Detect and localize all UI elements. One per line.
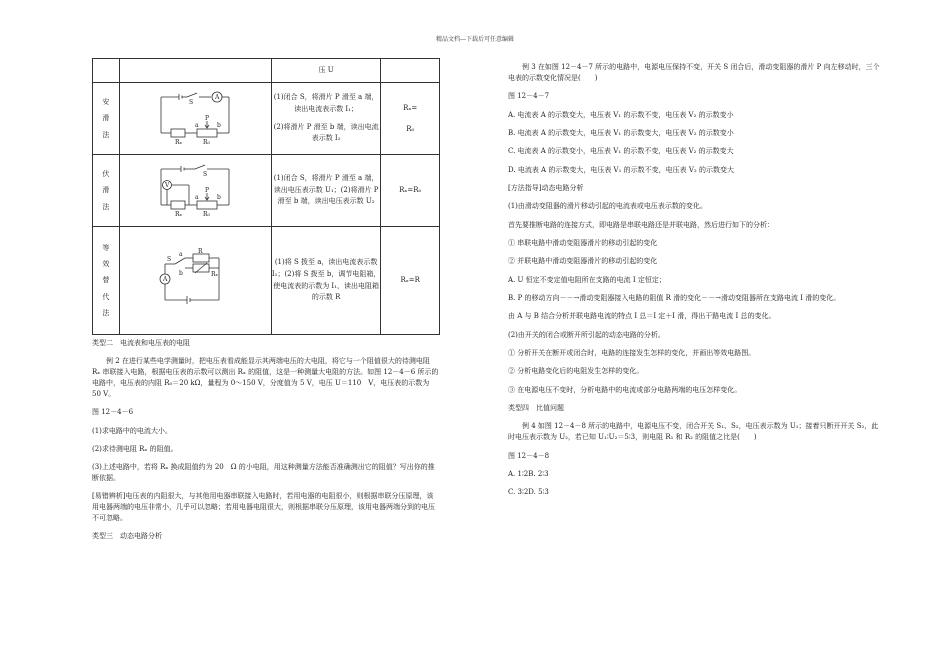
method-label: 等 效 替 代 法 — [93, 227, 120, 335]
section-heading: 类型四 比值问题 — [508, 404, 564, 413]
method-label: 安 滑 法 — [93, 83, 120, 155]
circuit-diagram — [119, 155, 271, 227]
svg-text:R₀: R₀ — [203, 138, 211, 145]
svg-text:V: V — [165, 181, 170, 189]
svg-text:Rₓ: Rₓ — [211, 270, 219, 278]
section-heading: 类型三 动态电路分析 — [92, 532, 162, 541]
option-item: C. 电流表 A 的示数变小，电压表 V₁ 的示数不变，电压表 V₂ 的示数变大 — [508, 147, 734, 156]
option-item: C. 3∶2D. 5∶3 — [508, 488, 549, 497]
section-heading: 类型二 电流表和电压表的电阻 — [92, 339, 190, 347]
left-column — [92, 58, 440, 550]
list-item: ② 分析电路变化后的电阻发生怎样的变化。 — [508, 367, 644, 376]
svg-text:Rₓ: Rₓ — [175, 210, 183, 217]
svg-text:A: A — [163, 275, 168, 283]
option-item: B. 电流表 A 的示数变大，电压表 V₁ 的示数变大，电压表 V₂ 的示数变小 — [508, 128, 734, 137]
svg-text:S: S — [203, 170, 208, 178]
result-formula: Rₓ=R₀ — [381, 155, 440, 227]
list-item: A. U 恒定不变定值电阻所在支路的电流 I 定恒定； — [508, 275, 666, 284]
svg-text:R: R — [198, 247, 203, 255]
list-item: ① 分析开关在断开或闭合时，电路的连接发生怎样的变化，并画出等效电路图。 — [508, 349, 756, 357]
circuit-substitution — [155, 248, 235, 310]
method-heading: [方法指导]动态电路分析 — [508, 183, 584, 192]
svg-text:S: S — [189, 98, 194, 106]
circuit-diagram — [119, 227, 271, 335]
tip-paragraph: [易错辨析]电压表的内阻很大，与其他用电器串联接入电路时，若用电器的电阻很小，则根据串联分压原理，该用电器两端的电压非常小，几乎可以忽略；若用电器电阻很大，则根据串联分压原理，该用电器两端分到的电压不可忽略。 — [92, 492, 435, 523]
page-header: 精品文档---下载后可任意编辑 — [435, 36, 515, 43]
figure-caption: 图 12－4－7 — [508, 92, 550, 101]
figure-caption: 图 12－4－8 — [508, 451, 550, 460]
list-item: B. P 的移动方向－－→滑动变阻器接入电路的阻值 R 滑的变化－－→滑动变阻器所在支路电流 I 滑的变化。 — [508, 293, 841, 302]
result-formula: Rₓ=R — [381, 227, 440, 335]
question-item: (1)求电路中的电流大小。 — [92, 426, 172, 435]
table-row — [93, 155, 440, 227]
circuit-ammeter-rheostat — [155, 89, 235, 145]
list-item: ② 并联电路中滑动变阻器滑片的移动引起的变化 — [508, 257, 658, 266]
list-item: ① 串联电路中滑动变阻器滑片的移动引起的变化 — [508, 238, 658, 247]
right-column — [508, 62, 883, 506]
procedure-steps: (1)将 S 拨至 a，读出电流表示数 I₁；(2)将 S 拨至 b，调节电阻箱，使电流表的示数为 I₁，读出电阻箱的示数 R — [271, 227, 381, 335]
table-row — [93, 227, 440, 335]
svg-text:b: b — [179, 269, 184, 277]
table-header-blank — [119, 59, 271, 83]
list-item: ③ 在电源电压不变时，分析电路中的电流或部分电路两端的电压怎样变化。 — [508, 385, 742, 394]
procedure-steps: (1)闭合 S，将滑片 P 滑至 a 端，读出电压表示数 U₁；(2)将滑片 P 滑至 b 端，读出电压表示数 U₂ — [271, 155, 381, 227]
paragraph: 例 4 如图 12－4－8 所示的电路中，电源电压不变，闭合开关 S₁、S₂，电压表示数为 U₁；接着只断开开关 S₂，此时电压表示数为 U₂，若已知 U₁∶U₂＝5∶3，则电阻 R₁ 和 R₂ 的阻值之比是( ) — [508, 422, 879, 442]
method-table — [92, 58, 440, 335]
svg-text:P: P — [205, 186, 210, 194]
svg-text:b: b — [217, 193, 222, 201]
svg-text:b: b — [217, 121, 222, 129]
circuit-voltmeter-rheostat — [155, 161, 235, 217]
paragraph: 首先要推断电路的连接方式，即电路是串联电路还是并联电路，然后进行如下的分析： — [508, 220, 774, 229]
svg-text:a: a — [179, 250, 183, 258]
method-label: 伏 滑 法 — [93, 155, 120, 227]
svg-text:P: P — [205, 114, 210, 122]
svg-text:a: a — [195, 121, 199, 129]
option-item: D. 电流表 A 的示数变大，电压表 V₁ 的示数不变，电压表 V₂ 的示数变大 — [508, 165, 734, 174]
svg-text:a: a — [195, 193, 199, 201]
svg-text:S: S — [167, 255, 172, 263]
table-header-blank — [381, 59, 440, 83]
table-header-cell: 压 U — [271, 59, 381, 83]
paragraph: 例 2 在进行某些电学测量时，把电压表看成能显示其两端电压的大电阻，将它与一个阻值很大的待测电阻 Rₓ 串联接入电路，根据电压表的示数可以测出 Rₓ 的阻值，这是一种测量大电阻的方法。如图 12－4－6 所示的电路中，电压表的内阻 R₀＝20 kΩ，量程为 0～150 V，分度值为 5 V，电压 U＝110 V，电压表的示数为 50 V。 — [92, 357, 439, 398]
result-formula: Rₓ= R₀ — [381, 83, 440, 155]
paragraph: (1)由滑动变阻器的滑片移动引起的电流表或电压表示数的变化。 — [508, 202, 707, 211]
option-item: A. 电流表 A 的示数变大，电压表 V₁ 的示数不变，电压表 V₂ 的示数变小 — [508, 110, 734, 119]
paragraph: 例 3 在如图 12－4－7 所示的电路中，电源电压保持不变，开关 S 闭合后，滑动变阻器的滑片 P 向左移动时，三个电表的示数变化情况是( ) — [508, 63, 880, 82]
option-item: A. 1∶2B. 2∶3 — [508, 469, 549, 478]
figure-caption: 图 12－4－6 — [92, 408, 134, 417]
svg-text:Rₓ: Rₓ — [175, 138, 183, 145]
paragraph: (2)由开关的闭合或断开所引起的动态电路的分析。 — [508, 330, 665, 339]
paragraph: 由 A 与 B 结合分析并联电路电流的特点 I 总＝I 定＋I 滑，得出干路电流 I 总的变化。 — [508, 312, 776, 321]
table-header-blank — [93, 59, 120, 83]
procedure-steps: (1)闭合 S，将滑片 P 滑至 a 端，读出电流表示数 I₁； (2)将滑片 P 滑至 b 端，读出电流表示数 I₂ — [271, 83, 381, 155]
svg-text:R₀: R₀ — [203, 210, 211, 217]
table-row — [93, 83, 440, 155]
left-body — [92, 338, 440, 542]
circuit-diagram — [119, 83, 271, 155]
question-item: (2)求待测电阻 Rₓ 的阻值。 — [92, 444, 178, 453]
svg-text:A: A — [215, 93, 220, 101]
question-item: (3)上述电路中，若将 Rₓ 换成阻值约为 20 Ω 的小电阻，用这种测量方法能否准确测出它的阻值？写出你的推断依据。 — [92, 463, 435, 483]
